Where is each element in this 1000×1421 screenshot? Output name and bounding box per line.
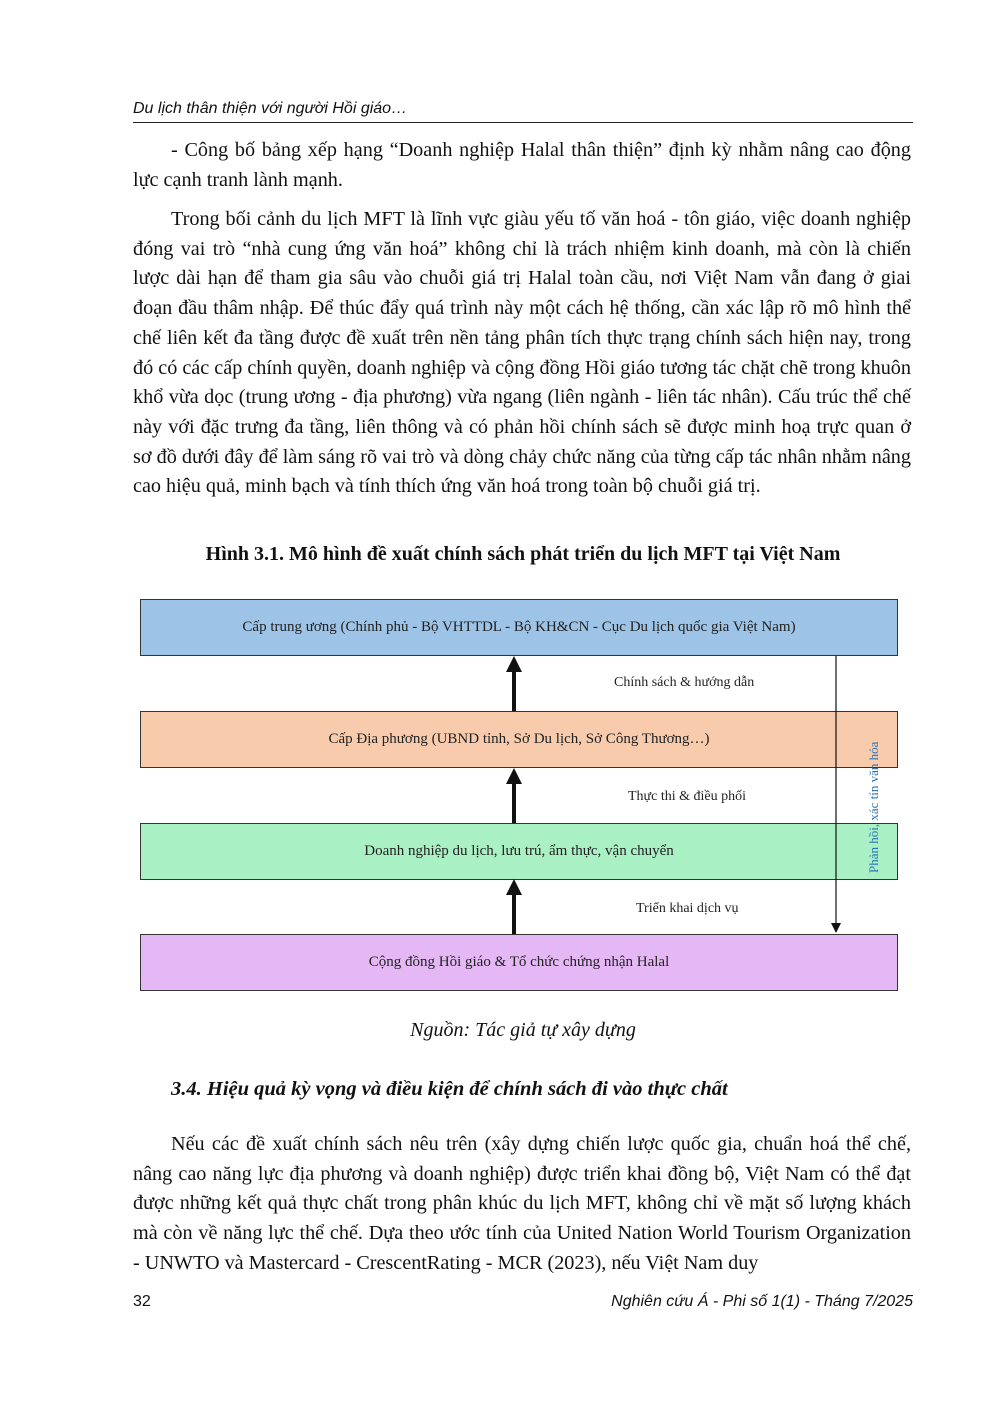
figure-source: Nguồn: Tác giả tự xây dựng — [410, 1019, 636, 1041]
level-central-label: Cấp trung ương (Chính phủ - Bộ VHTTDL - Bộ KH&CN - Cục Du lịch quốc gia Việt Nam) — [242, 619, 796, 635]
journal-footer: Nghiên cứu Á - Phi số 1(1) - Tháng 7/2025 — [611, 1293, 913, 1310]
level-local-label: Cấp Địa phương (UBND tỉnh, Sở Du lịch, Sở Công Thương…) — [328, 731, 710, 747]
feedback-label: Phản hồi, xác tín văn hóa — [866, 741, 881, 873]
arrow-label-policy: Chính sách & hướng dẫn — [614, 675, 755, 690]
level-business-box — [140, 823, 898, 880]
level-business-label: Doanh nghiệp du lịch, lưu trú, ẩm thực, vận chuyển — [364, 843, 674, 859]
paragraph-1: - Công bố bảng xếp hạng “Doanh nghiệp Halal thân thiện” định kỳ nhằm nâng cao động lực cạnh tranh lành mạnh. — [133, 139, 911, 191]
paragraph-2: Trong bối cảnh du lịch MFT là lĩnh vực giàu yếu tố văn hoá - tôn giáo, việc doanh nghiệp đóng vai trò “nhà cung ứng văn hoá” không chỉ là trách nhiệm kinh doanh, mà còn là chiến lược dài hạn để tham gia sâu vào chuỗi giá trị Halal toàn cầu, nơi Việt Nam vẫn đang ở giai đoạn đầu thâm nhập. Để thúc đẩy quá trình này một cách hệ thống, cần xác lập rõ mô hình thể chế liên kết đa tầng được đề xuất trên nền tảng phân tích thực trạng chính sách hiện nay, trong đó có các cấp chính quyền, doanh nghiệp và cộng đồng Hồi giáo tương tác chặt chẽ trong khuôn khổ vừa dọc (trung ương - địa phương) vừa ngang (liên ngành - liên tác nhân). Cấu trúc thể chế này với đặc trưng đa tầng, liên thông và có phản hồi chính sách sẽ được minh hoạ trực quan ở sơ đồ dưới đây để làm sáng rõ vai trò và dòng chảy chức năng của từng cấp tác nhân nhằm nâng cao hiệu quả, minh bạch và tính thích ứng văn hoá trong toàn bộ chuỗi giá trị. — [133, 208, 911, 498]
section-heading: 3.4. Hiệu quả kỳ vọng và điều kiện để chính sách đi vào thực chất — [171, 1078, 728, 1100]
level-local-box — [140, 711, 898, 768]
level-community-box — [140, 934, 898, 991]
figure-caption: Hình 3.1. Mô hình đề xuất chính sách phát triển du lịch MFT tại Việt Nam — [205, 543, 841, 565]
arrow-label-implementation: Thực thi & điều phối — [628, 789, 747, 804]
paragraph-3: Nếu các đề xuất chính sách nêu trên (xây dựng chiến lược quốc gia, chuẩn hoá thể chế, nâng cao năng lực địa phương và doanh nghiệp) được triển khai đồng bộ, Việt Nam có thể đạt được những kết quả thực chất trong phân khúc du lịch MFT, không chỉ về mặt số lượng khách mà còn về năng lực thể chế. Dựa theo ước tính của United Nation World Tourism Organization - UNWTO và Mastercard - CrescentRating - MCR (2023), nếu Việt Nam duy — [133, 1133, 911, 1274]
arrow-label-service: Triển khai dịch vụ — [636, 901, 739, 916]
header-rule — [133, 122, 913, 123]
level-community-label: Cộng đồng Hồi giáo & Tổ chức chứng nhận Halal — [368, 954, 670, 970]
page-number: 32 — [133, 1293, 151, 1310]
level-central-box — [140, 599, 898, 656]
running-header: Du lịch thân thiện với người Hồi giáo… — [133, 100, 408, 117]
